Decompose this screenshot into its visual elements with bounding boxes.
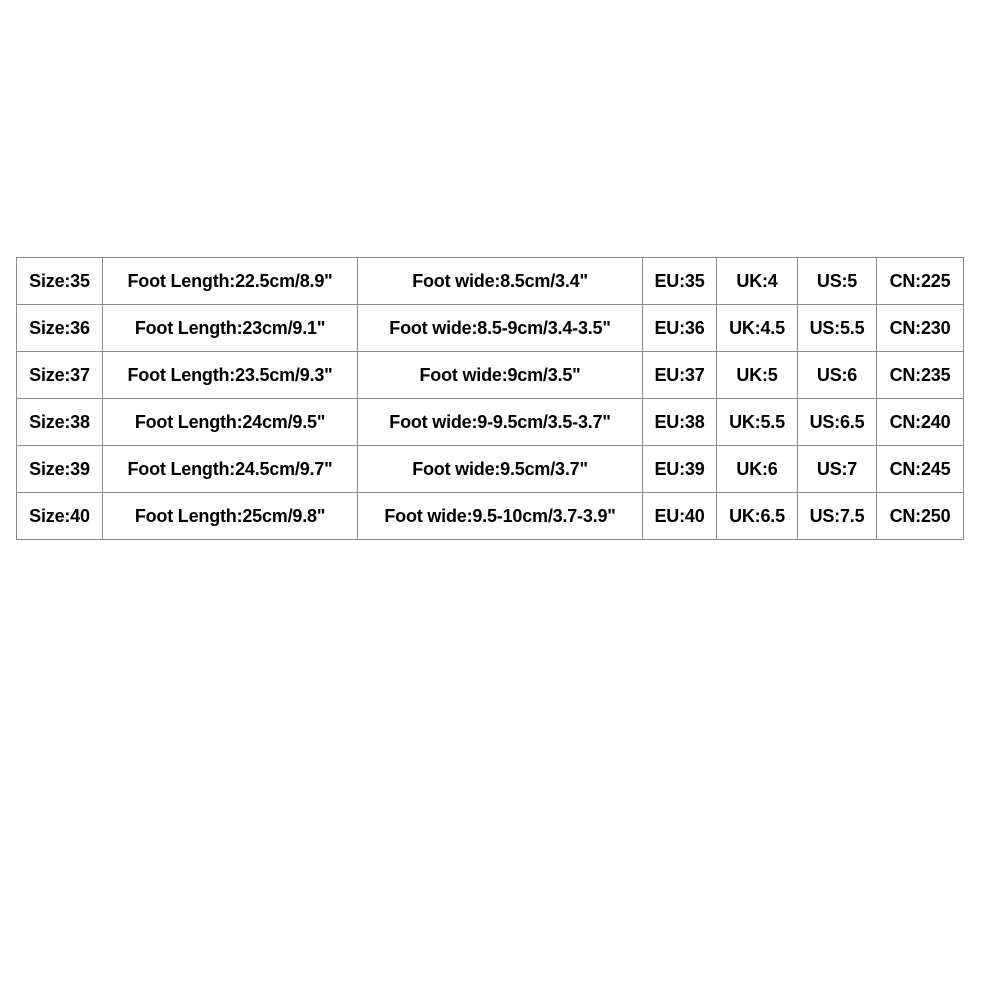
size-row-40: [17, 493, 964, 540]
us-size-cell: US:7.5: [798, 493, 877, 540]
us-size-cell: US:6: [798, 352, 877, 399]
foot-length-cell: Foot Length:25cm/9.8": [103, 493, 358, 540]
foot-wide-cell: Foot wide:8.5-9cm/3.4-3.5": [358, 305, 643, 352]
us-size-cell: US:6.5: [798, 399, 877, 446]
eu-size-cell: EU:39: [643, 446, 717, 493]
size-cell: Size:39: [17, 446, 103, 493]
us-size-cell: US:5.5: [798, 305, 877, 352]
size-row-36: [17, 305, 964, 352]
foot-length-cell: Foot Length:24cm/9.5": [103, 399, 358, 446]
foot-wide-cell: Foot wide:8.5cm/3.4": [358, 258, 643, 305]
size-cell: Size:35: [17, 258, 103, 305]
uk-size-cell: UK:4: [717, 258, 798, 305]
uk-size-cell: UK:5: [717, 352, 798, 399]
foot-wide-cell: Foot wide:9cm/3.5": [358, 352, 643, 399]
us-size-cell: US:5: [798, 258, 877, 305]
eu-size-cell: EU:37: [643, 352, 717, 399]
foot-length-cell: Foot Length:23cm/9.1": [103, 305, 358, 352]
size-row-35: [17, 258, 964, 305]
uk-size-cell: UK:6: [717, 446, 798, 493]
size-row-39: [17, 446, 964, 493]
foot-length-cell: Foot Length:24.5cm/9.7": [103, 446, 358, 493]
uk-size-cell: UK:6.5: [717, 493, 798, 540]
eu-size-cell: EU:36: [643, 305, 717, 352]
foot-length-cell: Foot Length:22.5cm/8.9": [103, 258, 358, 305]
size-row-37: [17, 352, 964, 399]
cn-size-cell: CN:230: [877, 305, 964, 352]
size-chart-table: [16, 257, 964, 540]
size-row-38: [17, 399, 964, 446]
cn-size-cell: CN:250: [877, 493, 964, 540]
uk-size-cell: UK:4.5: [717, 305, 798, 352]
uk-size-cell: UK:5.5: [717, 399, 798, 446]
eu-size-cell: EU:40: [643, 493, 717, 540]
cn-size-cell: CN:235: [877, 352, 964, 399]
foot-wide-cell: Foot wide:9-9.5cm/3.5-3.7": [358, 399, 643, 446]
foot-wide-cell: Foot wide:9.5cm/3.7": [358, 446, 643, 493]
size-cell: Size:38: [17, 399, 103, 446]
size-cell: Size:40: [17, 493, 103, 540]
eu-size-cell: EU:38: [643, 399, 717, 446]
cn-size-cell: CN:240: [877, 399, 964, 446]
us-size-cell: US:7: [798, 446, 877, 493]
eu-size-cell: EU:35: [643, 258, 717, 305]
foot-length-cell: Foot Length:23.5cm/9.3": [103, 352, 358, 399]
foot-wide-cell: Foot wide:9.5-10cm/3.7-3.9": [358, 493, 643, 540]
size-cell: Size:36: [17, 305, 103, 352]
cn-size-cell: CN:245: [877, 446, 964, 493]
size-cell: Size:37: [17, 352, 103, 399]
cn-size-cell: CN:225: [877, 258, 964, 305]
